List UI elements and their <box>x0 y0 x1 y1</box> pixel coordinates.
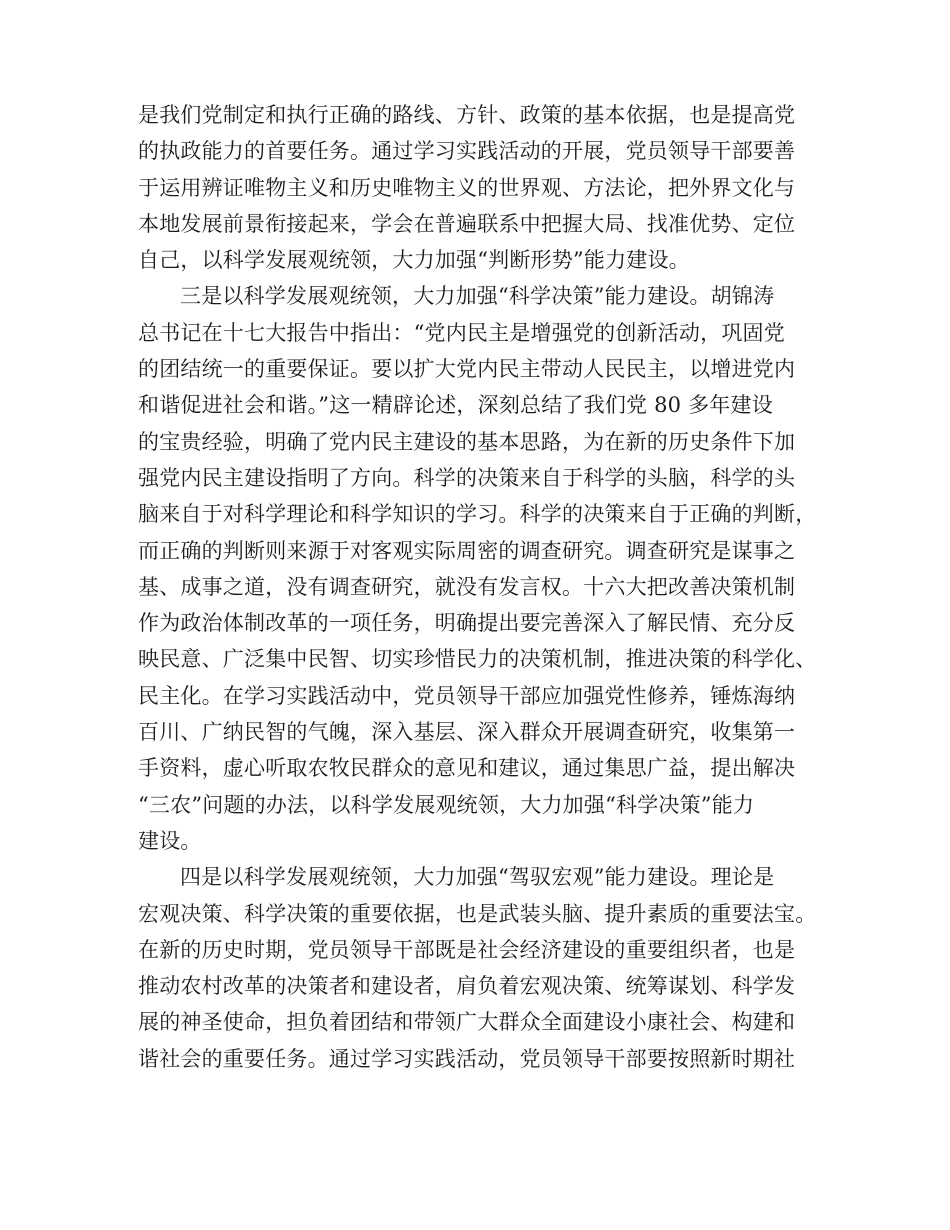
text-line: 而正确的判断则来源于对客观实际周密的调查研究。调查研究是谋事之 <box>138 538 796 563</box>
text-line: 百川、广纳民智的气魄，深入基层、深入群众开展调查研究，收集第一 <box>138 720 796 745</box>
paragraph-start-line: 四是以科学发展观统领，大力加强“驾驭宏观”能力建设。理论是 <box>180 865 775 890</box>
text-line: 建设。 <box>138 828 202 853</box>
text-line: 脑来自于对科学理论和科学知识的学习。科学的决策来自于正确的判断， <box>138 502 817 527</box>
text-line: 总书记在十七大报告中指出：“党内民主是增强党的创新活动，巩固党 <box>138 320 785 345</box>
text-line: 作为政治体制改革的一项任务，明确提出要完善深入了解民情、充分反 <box>138 611 796 636</box>
text-line: 本地发展前景衔接起来，学会在普遍联系中把握大局、找准优势、定位 <box>138 211 796 236</box>
text-line: 宏观决策、科学决策的重要依据，也是武装头脑、提升素质的重要法宝。 <box>138 901 817 926</box>
text-line: 的执政能力的首要任务。通过学习实践活动的开展，党员领导干部要善 <box>138 139 796 164</box>
text-line: 展的神圣使命，担负着团结和带领广大群众全面建设小康社会、构建和 <box>138 1010 796 1035</box>
text-line: 在新的历史时期，党员领导干部既是社会经济建设的重要组织者，也是 <box>138 937 796 962</box>
text-line: 自己，以科学发展观统领，大力加强“判断形势”能力建设。 <box>138 248 690 273</box>
text-line: 推动农村改革的决策者和建设者，肩负着宏观决策、统筹谋划、科学发 <box>138 974 796 999</box>
paragraph-start-line: 三是以科学发展观统领，大力加强“科学决策”能力建设。胡锦涛 <box>180 284 775 309</box>
text-line: 的宝贵经验，明确了党内民主建设的基本思路，为在新的历史条件下加 <box>138 429 796 454</box>
text-line: 基、成事之道，没有调查研究，就没有发言权。十六大把改善决策机制 <box>138 574 796 599</box>
text-line: 于运用辨证唯物主义和历史唯物主义的世界观、方法论，把外界文化与 <box>138 175 796 200</box>
text-line: 民主化。在学习实践活动中，党员领导干部应加强党性修养，锤炼海纳 <box>138 683 796 708</box>
text-line: “三农”问题的办法，以科学发展观统领，大力加强“科学决策”能力 <box>138 792 755 817</box>
text-line: 手资料，虚心听取农牧民群众的意见和建议，通过集思广益，提出解决 <box>138 756 796 781</box>
text-line: 和谐促进社会和谐。”这一精辟论述，深刻总结了我们党 80 多年建设 <box>138 393 773 418</box>
text-line: 是我们党制定和执行正确的路线、方针、政策的基本依据，也是提高党 <box>138 103 796 127</box>
text-line: 的团结统一的重要保证。要以扩大党内民主带动人民民主，以增进党内 <box>138 357 796 382</box>
text-line: 谐社会的重要任务。通过学习实践活动，党员领导干部要按照新时期社 <box>138 1046 796 1071</box>
text-line: 映民意、广泛集中民智、切实珍惜民力的决策机制，推进决策的科学化、 <box>138 647 817 672</box>
body-text <box>138 97 828 1077</box>
text-line: 强党内民主建设指明了方向。科学的决策来自于科学的头脑，科学的头 <box>138 465 796 490</box>
